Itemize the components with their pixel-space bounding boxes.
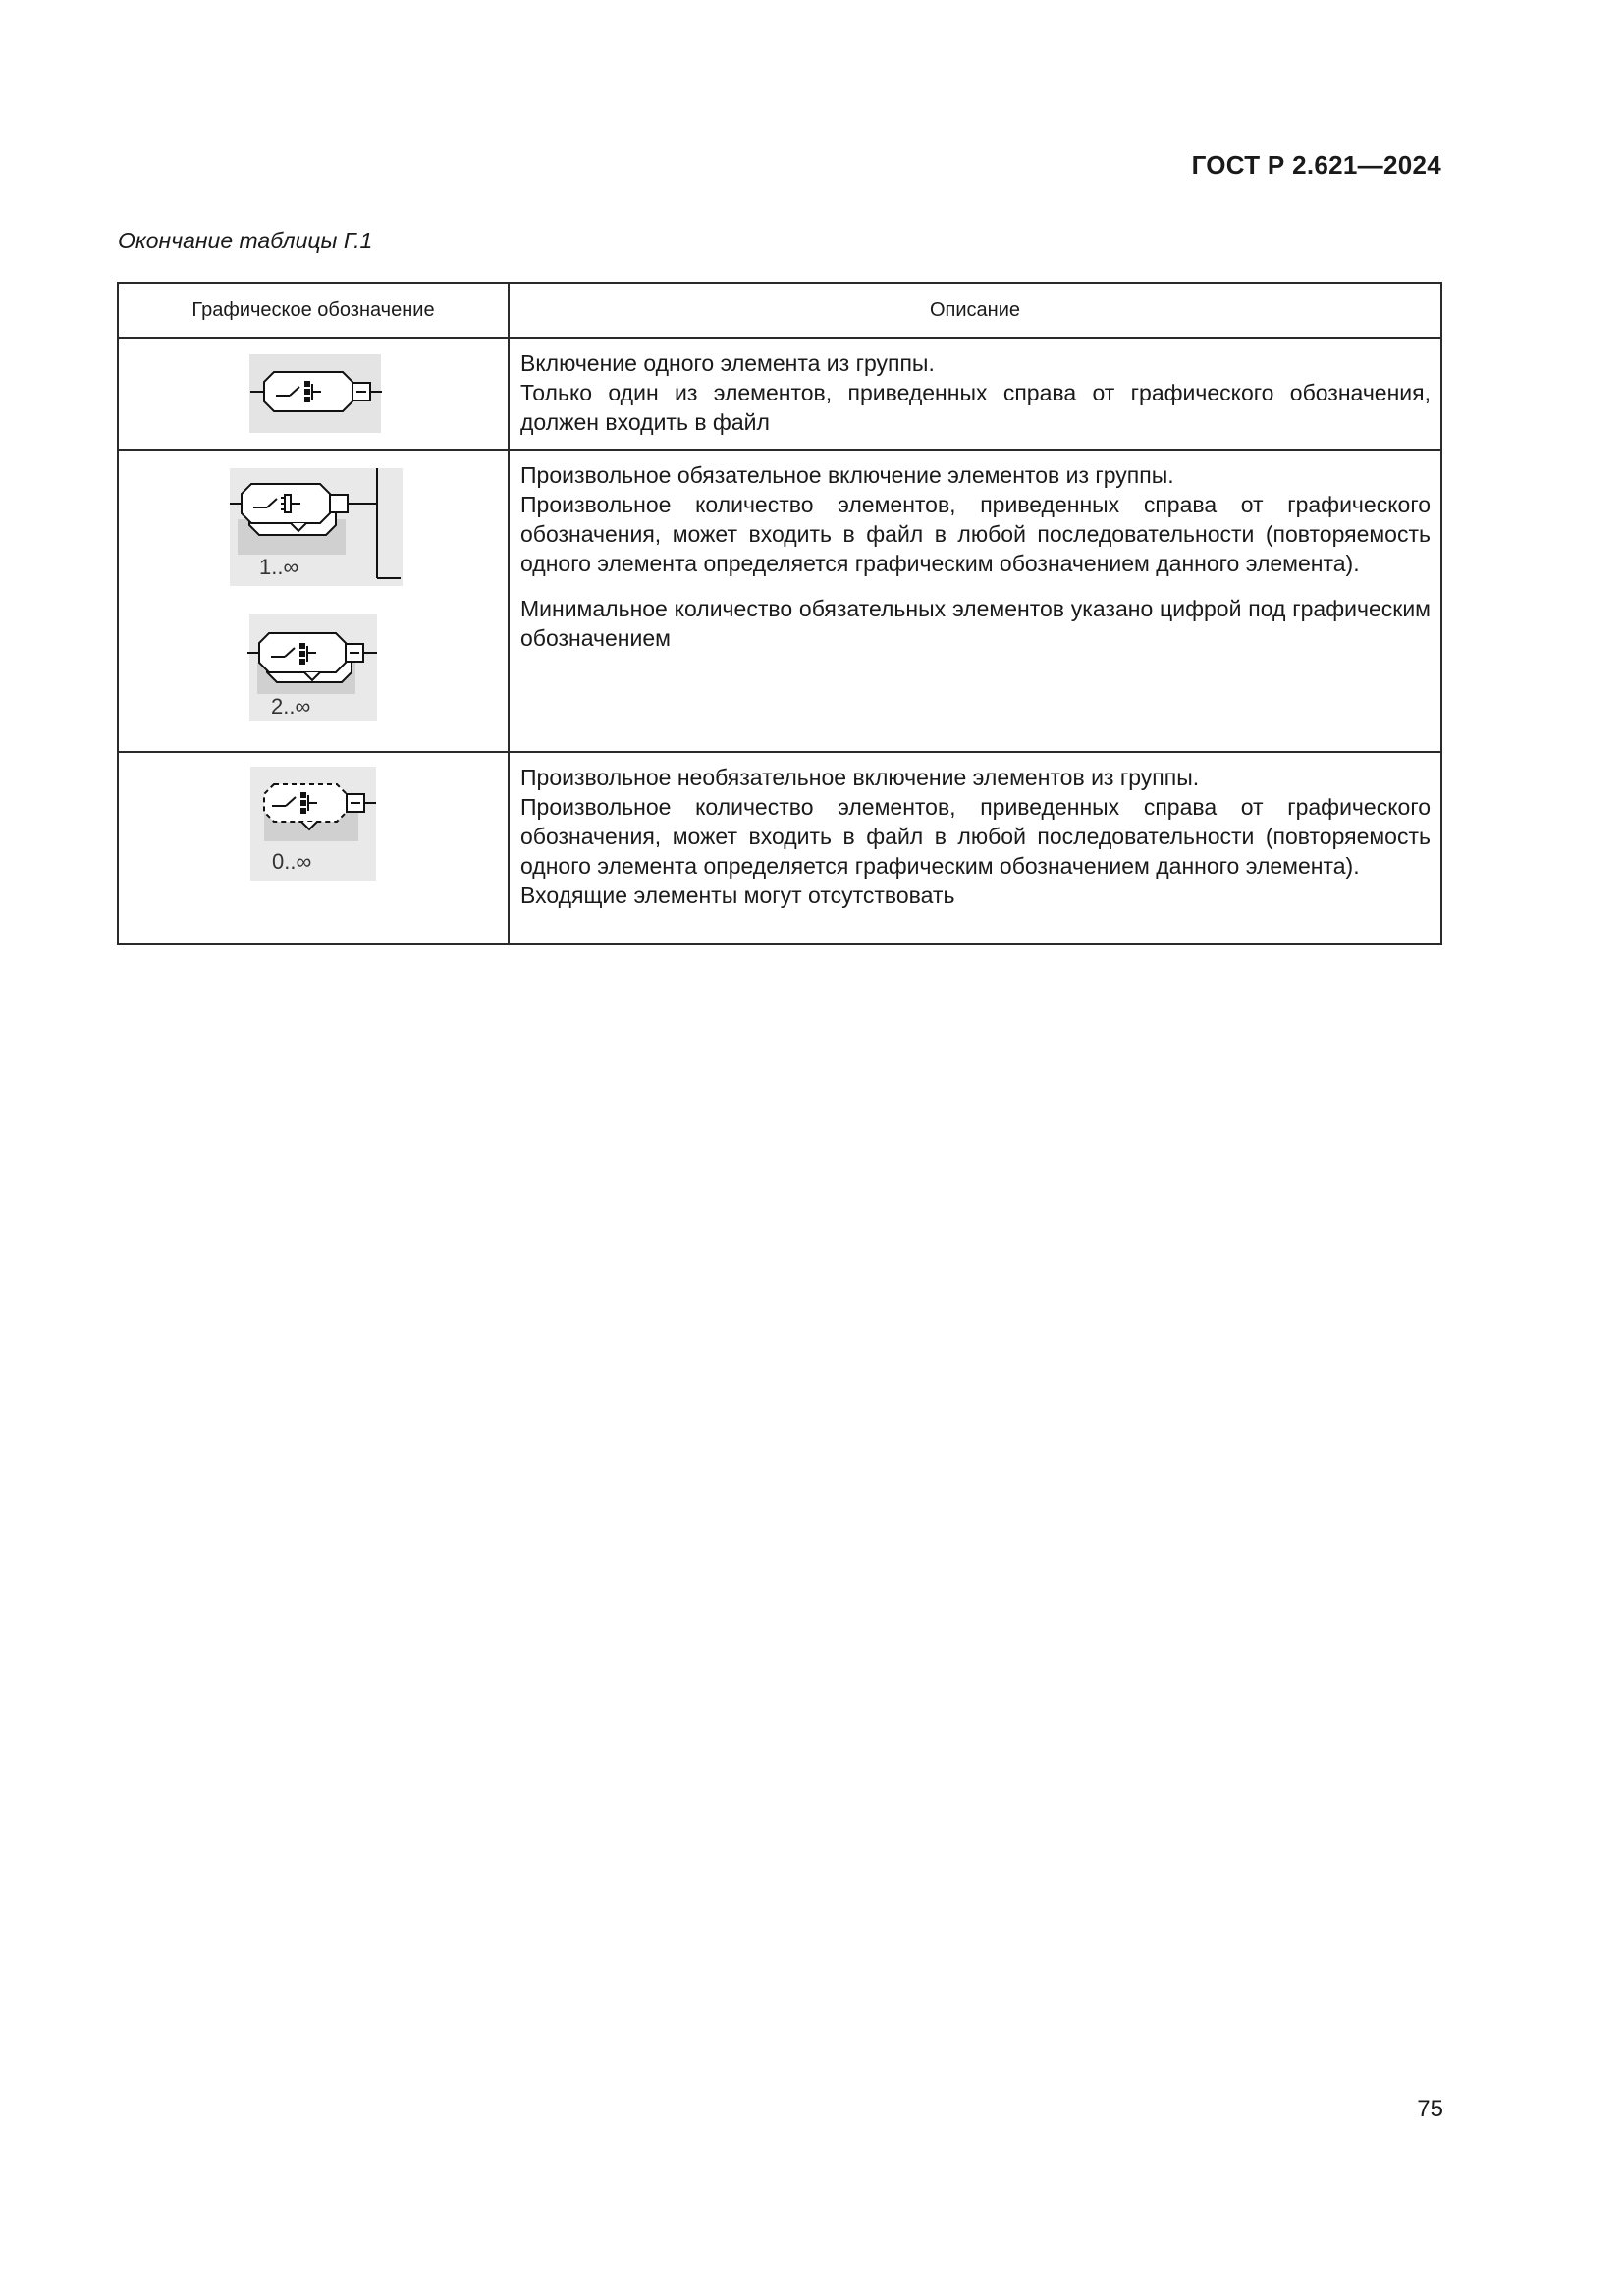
description-cell <box>509 752 1441 944</box>
table-row <box>118 338 1441 450</box>
multiplicity-label: 2..∞ <box>271 694 311 719</box>
description-line: Только один из элементов, приведенных справа от графического обозначения, должен входить в файл <box>520 380 1431 435</box>
description-line: Произвольное обязательное включение элементов из группы. <box>520 462 1174 488</box>
description-line: Произвольное количество элементов, приведенных справа от графического обозначения, может входить в файл в любой последовательности (повторяемость одного элемента определяется графическим обозначением данного элемента). <box>520 794 1431 879</box>
symbols-table <box>117 282 1442 945</box>
column-header-symbol: Графическое обозначение <box>118 283 509 338</box>
multiplicity-label: 0..∞ <box>272 849 312 874</box>
description-line: Минимальное количество обязательных элементов указано цифрой под графическим обозначением <box>520 596 1431 651</box>
all-optional-group-icon <box>250 767 378 882</box>
description-cell <box>509 338 1441 450</box>
description-cell <box>509 450 1441 752</box>
symbol-cell <box>118 752 509 944</box>
table-header-row <box>118 283 1441 338</box>
description-line: Входящие элементы могут отсутствовать <box>520 882 955 908</box>
all-mandatory-group-icon <box>230 468 405 588</box>
description-line: Произвольное необязательное включение элементов из группы. <box>520 765 1200 790</box>
table-row <box>118 450 1441 752</box>
description-line: Произвольное количество элементов, приведенных справа от графического обозначения, может входить в файл в любой последовательности (повторяемость одного элемента определяется графическим обозначением данного элемента). <box>520 492 1431 576</box>
table-caption: Окончание таблицы Г.1 <box>118 228 373 253</box>
choice-group-icon <box>246 352 384 435</box>
table-row <box>118 752 1441 944</box>
description-line: Включение одного элемента из группы. <box>520 350 935 376</box>
multiplicity-label: 1..∞ <box>259 555 299 579</box>
all-mandatory-group-icon <box>247 614 381 723</box>
symbol-cell <box>118 338 509 450</box>
document-code: ГОСТ Р 2.621—2024 <box>1191 150 1441 180</box>
symbol-cell <box>118 450 509 752</box>
column-header-description: Описание <box>509 283 1441 338</box>
page-number: 75 <box>1417 2096 1443 2122</box>
